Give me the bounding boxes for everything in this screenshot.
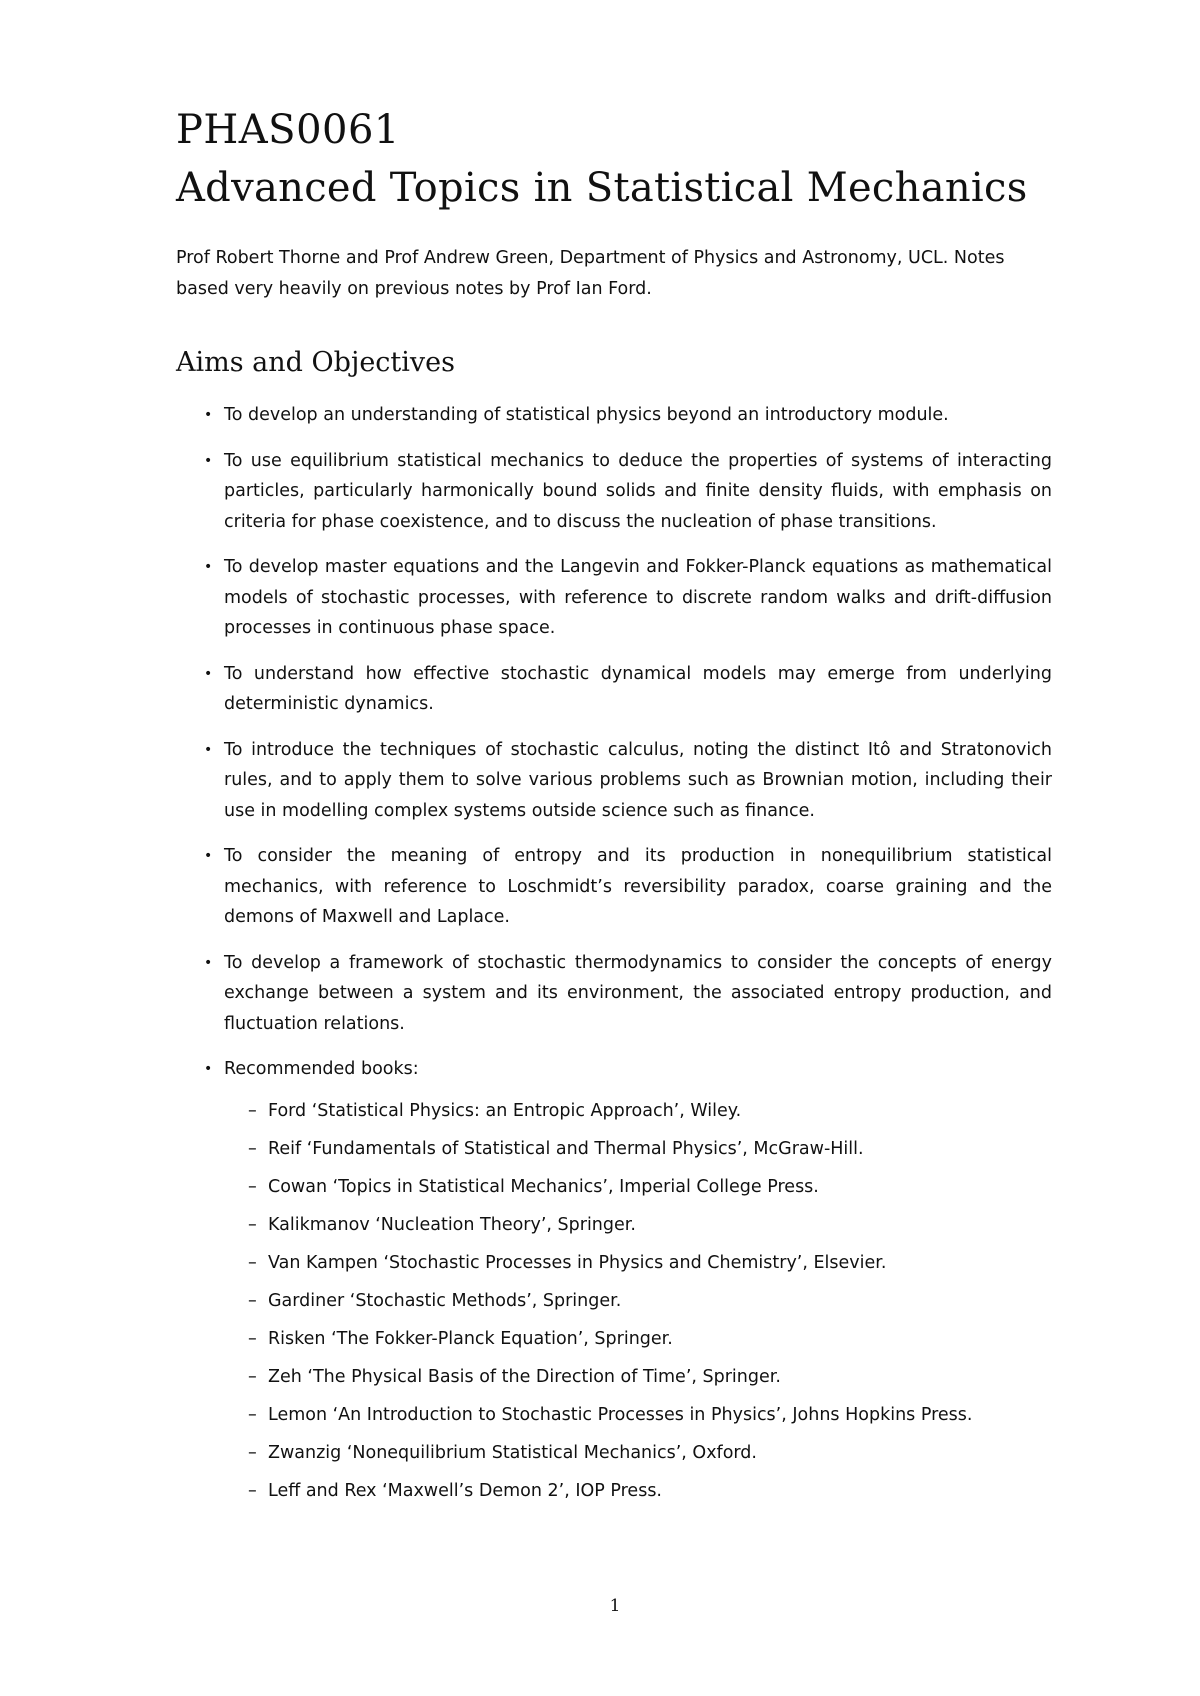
aims-item-text: To use equilibrium statistical mechanics to deduce the properties of systems of interacting particles, particularly harmonically bound solids and finite density fluids, with emphasis on criteria for phase coexistence, and to discuss the nucleation of phase transitions. [224, 450, 1052, 532]
book-text: Cowan ‘Topics in Statistical Mechanics’, Imperial College Press. [268, 1176, 819, 1197]
book-item [224, 1441, 1052, 1465]
bullet-icon: • [204, 741, 213, 758]
dash-icon: – [248, 1366, 257, 1387]
dash-icon: – [248, 1100, 257, 1121]
book-text: Reif ‘Fundamentals of Statistical and Thermal Physics’, McGraw-Hill. [268, 1138, 864, 1159]
aims-list-item [176, 400, 1052, 431]
dash-icon: – [248, 1138, 257, 1159]
dash-icon: – [248, 1328, 257, 1349]
book-item [224, 1365, 1052, 1389]
book-item [224, 1213, 1052, 1237]
book-text: Ford ‘Statistical Physics: an Entropic Approach’, Wiley. [268, 1100, 742, 1121]
book-text: Van Kampen ‘Stochastic Processes in Physics and Chemistry’, Elsevier. [268, 1252, 887, 1273]
bullet-icon: • [204, 665, 213, 682]
aims-item-text: Recommended books: [224, 1059, 419, 1079]
book-text: Zeh ‘The Physical Basis of the Direction of Time’, Springer. [268, 1366, 781, 1387]
dash-icon: – [248, 1214, 257, 1235]
book-text: Gardiner ‘Stochastic Methods’, Springer. [268, 1290, 622, 1311]
aims-item-text: To understand how effective stochastic dynamical models may emerge from underlying deterministic dynamics. [224, 663, 1052, 714]
aims-heading: Aims and Objectives [176, 347, 455, 378]
aims-item-text: To develop an understanding of statistical physics beyond an introductory module. [224, 405, 949, 425]
book-item [224, 1327, 1052, 1351]
dash-icon: – [248, 1442, 257, 1463]
dash-icon: – [248, 1404, 257, 1425]
book-item [224, 1251, 1052, 1275]
book-item [224, 1175, 1052, 1199]
module-title: Advanced Topics in Statistical Mechanics [176, 165, 1028, 211]
book-item [224, 1099, 1052, 1123]
aims-list-item [176, 446, 1052, 538]
book-text: Risken ‘The Fokker-Planck Equation’, Springer. [268, 1328, 673, 1349]
aims-list [176, 400, 1052, 1503]
bullet-icon: • [204, 559, 213, 575]
book-text: Leff and Rex ‘Maxwell’s Demon 2’, IOP Press. [268, 1480, 662, 1501]
aims-item-text: To develop master equations and the Langevin and Fokker-Planck equations as mathematical models of stochastic processes, with reference to discrete random walks and drift-diffusion processes in continuous phase space. [224, 557, 1052, 638]
bullet-icon: • [204, 452, 213, 469]
book-text: Zwanzig ‘Nonequilibrium Statistical Mechanics’, Oxford. [268, 1442, 757, 1463]
aims-item-text: To introduce the techniques of stochastic calculus, noting the distinct Itô and Stratonovich rules, and to apply them to solve various problems such as Brownian motion, including their use in modelling complex systems outside science such as finance. [224, 739, 1052, 821]
bullet-icon: • [204, 954, 213, 971]
authors-paragraph: Prof Robert Thorne and Prof Andrew Green, Department of Physics and Astronomy, UCL. Notes based very heavily on previous notes by Prof Ian Ford. [176, 248, 1005, 299]
dash-icon: – [248, 1290, 257, 1311]
aims-list-item [176, 659, 1052, 720]
book-item [224, 1403, 1052, 1427]
book-item [224, 1289, 1052, 1313]
aims-item-text: To consider the meaning of entropy and its production in nonequilibrium statistical mechanics, with reference to Loschmidt’s reversibility paradox, coarse graining and the demons of Maxwell and Laplace. [224, 846, 1052, 927]
book-item [224, 1479, 1052, 1503]
dash-icon: – [248, 1480, 257, 1501]
module-code: PHAS0061 [176, 107, 400, 153]
aims-list-item [176, 552, 1052, 644]
aims-list-item [176, 841, 1052, 933]
dash-icon: – [248, 1252, 257, 1273]
bullet-icon: • [204, 1061, 213, 1077]
aims-list-item [176, 948, 1052, 1040]
book-text: Kalikmanov ‘Nucleation Theory’, Springer. [268, 1214, 636, 1235]
page-number: 1 [609, 1596, 621, 1616]
books-list [224, 1099, 1052, 1503]
bullet-icon: • [204, 407, 213, 423]
book-item [224, 1137, 1052, 1161]
aims-list-item-books [176, 1054, 1052, 1503]
aims-list-item [176, 735, 1052, 827]
dash-icon: – [248, 1176, 257, 1197]
aims-item-text: To develop a framework of stochastic thermodynamics to consider the concepts of energy exchange between a system and its environment, the associated entropy production, and fluctuation relations. [224, 952, 1052, 1034]
bullet-icon: • [204, 848, 213, 864]
book-text: Lemon ‘An Introduction to Stochastic Processes in Physics’, Johns Hopkins Press. [268, 1404, 973, 1425]
page-content [176, 104, 1052, 1518]
